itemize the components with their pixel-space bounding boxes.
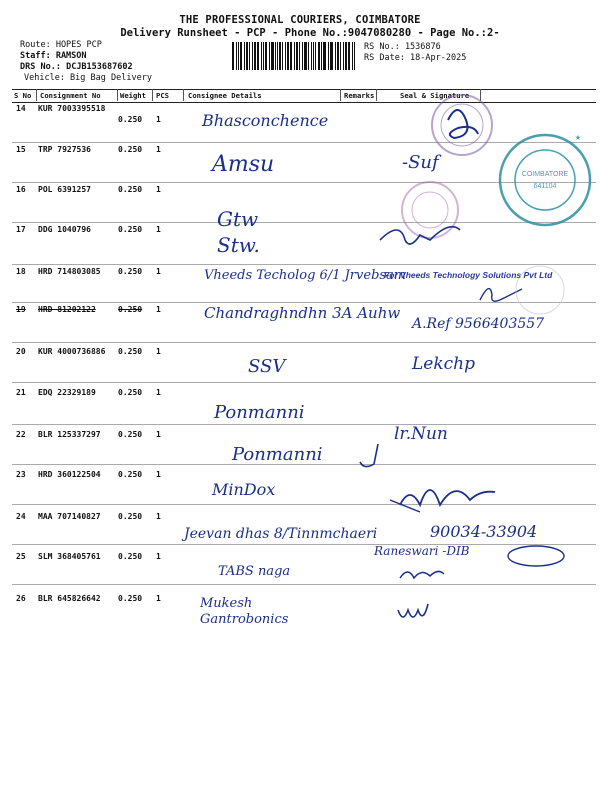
row-weight: 0.250 — [118, 347, 143, 356]
row-sno: 16 — [16, 185, 26, 194]
row-weight: 0.250 — [118, 552, 143, 561]
row-remarks-handwriting: A.Ref 9566403557 — [412, 316, 545, 332]
drs-value: DCJB153687602 — [66, 62, 133, 72]
col-consignment: Consignment No — [40, 91, 101, 100]
row-consignee-handwriting: Ponmanni — [214, 402, 305, 423]
row-sno: 22 — [16, 430, 26, 439]
row-sno: 14 — [16, 104, 26, 113]
row-consignment: SLM 368405761 — [38, 552, 101, 561]
row-weight: 0.250 — [118, 267, 143, 276]
row-consignment: TRP 7927536 — [38, 145, 91, 154]
row-pcs: 1 — [156, 512, 161, 521]
row-sno: 17 — [16, 225, 26, 234]
col-consignee: Consignee Details — [188, 91, 262, 100]
circled-remark — [508, 546, 564, 566]
scribble-line — [390, 500, 420, 512]
row-consignee-handwriting: Jeevan dhas 8/Tinnmchaeri — [184, 526, 378, 542]
row-consignee-handwriting: Bhasconchence — [202, 111, 329, 130]
row-remarks-handwriting: -Suf — [402, 152, 439, 173]
row-weight: 0.250 — [118, 594, 143, 603]
rs-number: RS No.: 1536876 — [364, 42, 441, 52]
row-weight: 0.250 — [118, 185, 143, 194]
row-sno: 15 — [16, 145, 26, 154]
staff-text: Staff: RAMSON — [20, 51, 87, 61]
signature-row22 — [360, 444, 378, 467]
round-stamp-row16 — [402, 182, 458, 238]
row-pcs: 1 — [156, 430, 161, 439]
row-consignment: HRD 360122504 — [38, 470, 101, 479]
row-consignment: POL 6391257 — [38, 185, 91, 194]
row-remarks-handwriting: Raneswari -DIB — [374, 544, 470, 558]
row-pcs: 1 — [156, 145, 161, 154]
row-pcs: 1 — [156, 347, 161, 356]
row-consignment: EDQ 22329189 — [38, 388, 96, 397]
row-sno: 23 — [16, 470, 26, 479]
row-pcs: 1 — [156, 115, 161, 124]
runsheet-subtitle: Delivery Runsheet - PCP - Phone No.:9047080280 - Page No.:2- — [120, 27, 500, 39]
row-weight: 0.250 — [118, 470, 143, 479]
row-pcs: 1 — [156, 185, 161, 194]
rs-date: RS Date: 18-Apr-2025 — [364, 53, 467, 63]
row-consignee-handwriting: SSV — [248, 356, 286, 377]
row-pcs: 1 — [156, 305, 161, 314]
row-sno: 25 — [16, 552, 26, 561]
row-pcs: 1 — [156, 225, 161, 234]
row-remarks-handwriting: 90034-33904 — [430, 522, 538, 541]
svg-text:641104: 641104 — [533, 183, 557, 190]
company-stamp-text: For Vheeds Technology Solutions Pvt Ltd — [384, 270, 553, 280]
col-pcs: PCS — [156, 91, 169, 100]
svg-text:★: ★ — [575, 132, 582, 143]
signature-row17 — [380, 227, 460, 244]
row-consignment: HRD 81202122 — [38, 305, 96, 314]
row-weight: 0.250 — [118, 225, 143, 234]
row-weight: 0.250 — [118, 305, 143, 314]
drs-label: DRS No.: — [20, 62, 61, 72]
row-consignee-handwriting: Gtw Stw. — [217, 207, 260, 257]
vehicle-text: Vehicle: Big Bag Delivery — [24, 73, 152, 83]
col-remarks: Remarks — [344, 91, 375, 100]
company-title: THE PROFESSIONAL COURIERS, COIMBATORE — [179, 14, 421, 26]
row-consignment: BLR 645826642 — [38, 594, 101, 603]
row-consignee-handwriting: Mukesh Gantrobonics — [200, 596, 289, 627]
signature-row26 — [398, 604, 428, 617]
row-consignment: HRD 714803085 — [38, 267, 101, 276]
row-weight: 0.250 — [118, 512, 143, 521]
row-sno: 26 — [16, 594, 26, 603]
row-consignee-handwriting: Chandraghndhn 3A Auhw — [204, 304, 401, 322]
row-weight: 0.250 — [118, 388, 143, 397]
row-sno: 24 — [16, 512, 26, 521]
row-consignment: DDG 1040796 — [38, 225, 91, 234]
row-consignee-handwriting: Vheeds Techolog 6/1 Jrvebsam — [204, 268, 407, 283]
row-weight: 0.250 — [118, 145, 143, 154]
row-consignment: KUR 4000736886 — [38, 347, 106, 356]
round-stamp-purple — [432, 95, 492, 155]
col-seal: Seal & Signature — [400, 91, 470, 100]
row-consignee-handwriting: TABS naga — [218, 564, 291, 579]
row-sno: 18 — [16, 267, 26, 276]
row-weight: 0.250 — [118, 115, 143, 124]
row-consignment: MAA 707140827 — [38, 512, 101, 521]
row-consignment: KUR 7003395518 — [38, 104, 106, 113]
row-consignee-handwriting: MinDox — [212, 480, 276, 499]
signature-row25 — [400, 571, 444, 578]
svg-text:COIMBATORE: COIMBATORE — [521, 171, 569, 178]
row-weight: 0.250 — [118, 430, 143, 439]
col-sno: S No — [14, 91, 32, 100]
row-remarks-handwriting: Lekchp — [412, 354, 476, 374]
route-text: Route: HOPES PCP — [20, 40, 102, 50]
row-pcs: 1 — [156, 388, 161, 397]
row-pcs: 1 — [156, 552, 161, 561]
row-consignee-handwriting: Ponmanni — [232, 444, 323, 465]
courier-stamp — [500, 132, 590, 225]
row-pcs: 1 — [156, 594, 161, 603]
row-pcs: 1 — [156, 267, 161, 276]
row-pcs: 1 — [156, 470, 161, 479]
signature-row23 — [400, 490, 495, 505]
row-sno: 21 — [16, 388, 26, 397]
row-sno: 20 — [16, 347, 26, 356]
row-consignment: BLR 125337297 — [38, 430, 101, 439]
signature-row14 — [448, 110, 478, 138]
row-remarks-handwriting: lr.Nun — [394, 424, 448, 444]
col-weight: Weight — [120, 91, 146, 100]
row-consignee-handwriting: Amsu — [212, 152, 275, 177]
row-sno: 19 — [16, 305, 26, 314]
